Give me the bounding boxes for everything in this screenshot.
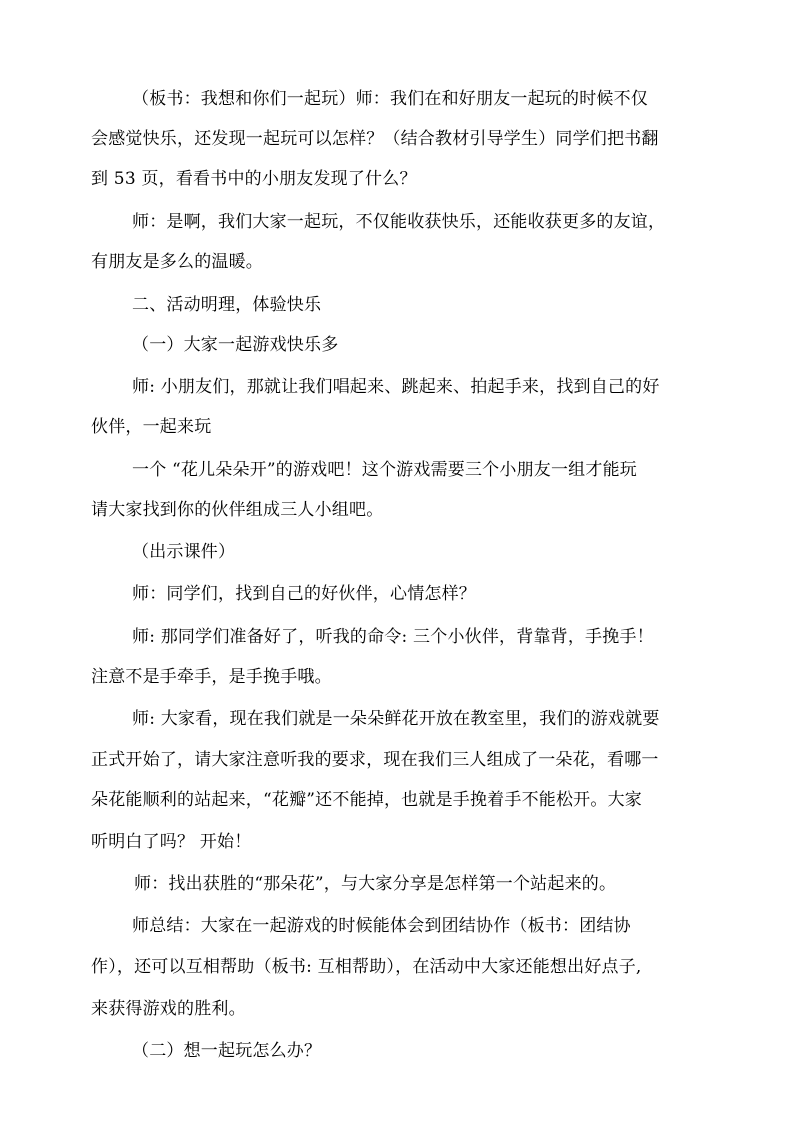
text-line: 朵花能顺利的站起来，“花瓣”还不能掉，也就是手挽着手不能松开。大家: [91, 790, 642, 810]
text-line: 伙伴，一起来玩: [91, 417, 212, 437]
text-line: 一个 “花儿朵朵开”的游戏吧！这个游戏需要三个小朋友一组才能玩: [132, 460, 637, 480]
text-line: 师：同学们，找到自己的好伙伴，心情怎样？: [132, 584, 476, 604]
text-line: 听明白了吗？ 开始！: [91, 832, 252, 852]
subsection-heading: （二）想一起玩怎么办？: [132, 1041, 322, 1061]
text-line: 师: 大家看，现在我们就是一朵朵鲜花开放在教室里，我们的游戏就要: [132, 709, 660, 729]
text-line: 师: 那同学们准备好了，听我的命令: 三个小伙伴，背靠背，手挽手！: [132, 627, 654, 647]
text-line: 师：是啊，我们大家一起玩，不仅能收获快乐，还能收获更多的友谊，: [132, 212, 666, 232]
text-line: 正式开始了，请大家注意听我的要求，现在我们三人组成了一朵花，看哪一: [91, 750, 659, 770]
text-line: 有朋友是多么的温暖。: [91, 252, 263, 272]
text-line: 来获得游戏的胜利。: [91, 999, 246, 1019]
text-line: 作），还可以互相帮助（板书: 互相帮助），在活动中大家还能想出好点子,: [91, 957, 642, 977]
text-line: 师总结：大家在一起游戏的时候能体会到团结协作（板书：团结协: [132, 916, 631, 936]
text-line: （板书：我想和你们一起玩）师：我们在和好朋友一起玩的时候不仅: [132, 89, 648, 109]
text-line: 请大家找到你的伙伴组成三人小组吧。: [91, 500, 384, 520]
text-line: 师: 小朋友们，那就让我们唱起来、跳起来、拍起手来，找到自己的好: [132, 377, 660, 397]
text-line: （出示课件）: [132, 542, 236, 562]
text-line: 注意不是手牵手，是手挽手哦。: [91, 667, 332, 687]
text-line: 到 53 页，看看书中的小朋友发现了什么？: [91, 169, 417, 189]
text-line: 师：找出获胜的“那朵花”，与大家分享是怎样第一个站起来的。: [134, 874, 617, 894]
section-heading: 二、活动明理，体验快乐: [132, 295, 322, 315]
text-line: 会感觉快乐，还发现一起玩可以怎样？（结合教材引导学生）同学们把书翻: [91, 129, 659, 149]
subsection-heading: （一）大家一起游戏快乐多: [132, 335, 339, 355]
